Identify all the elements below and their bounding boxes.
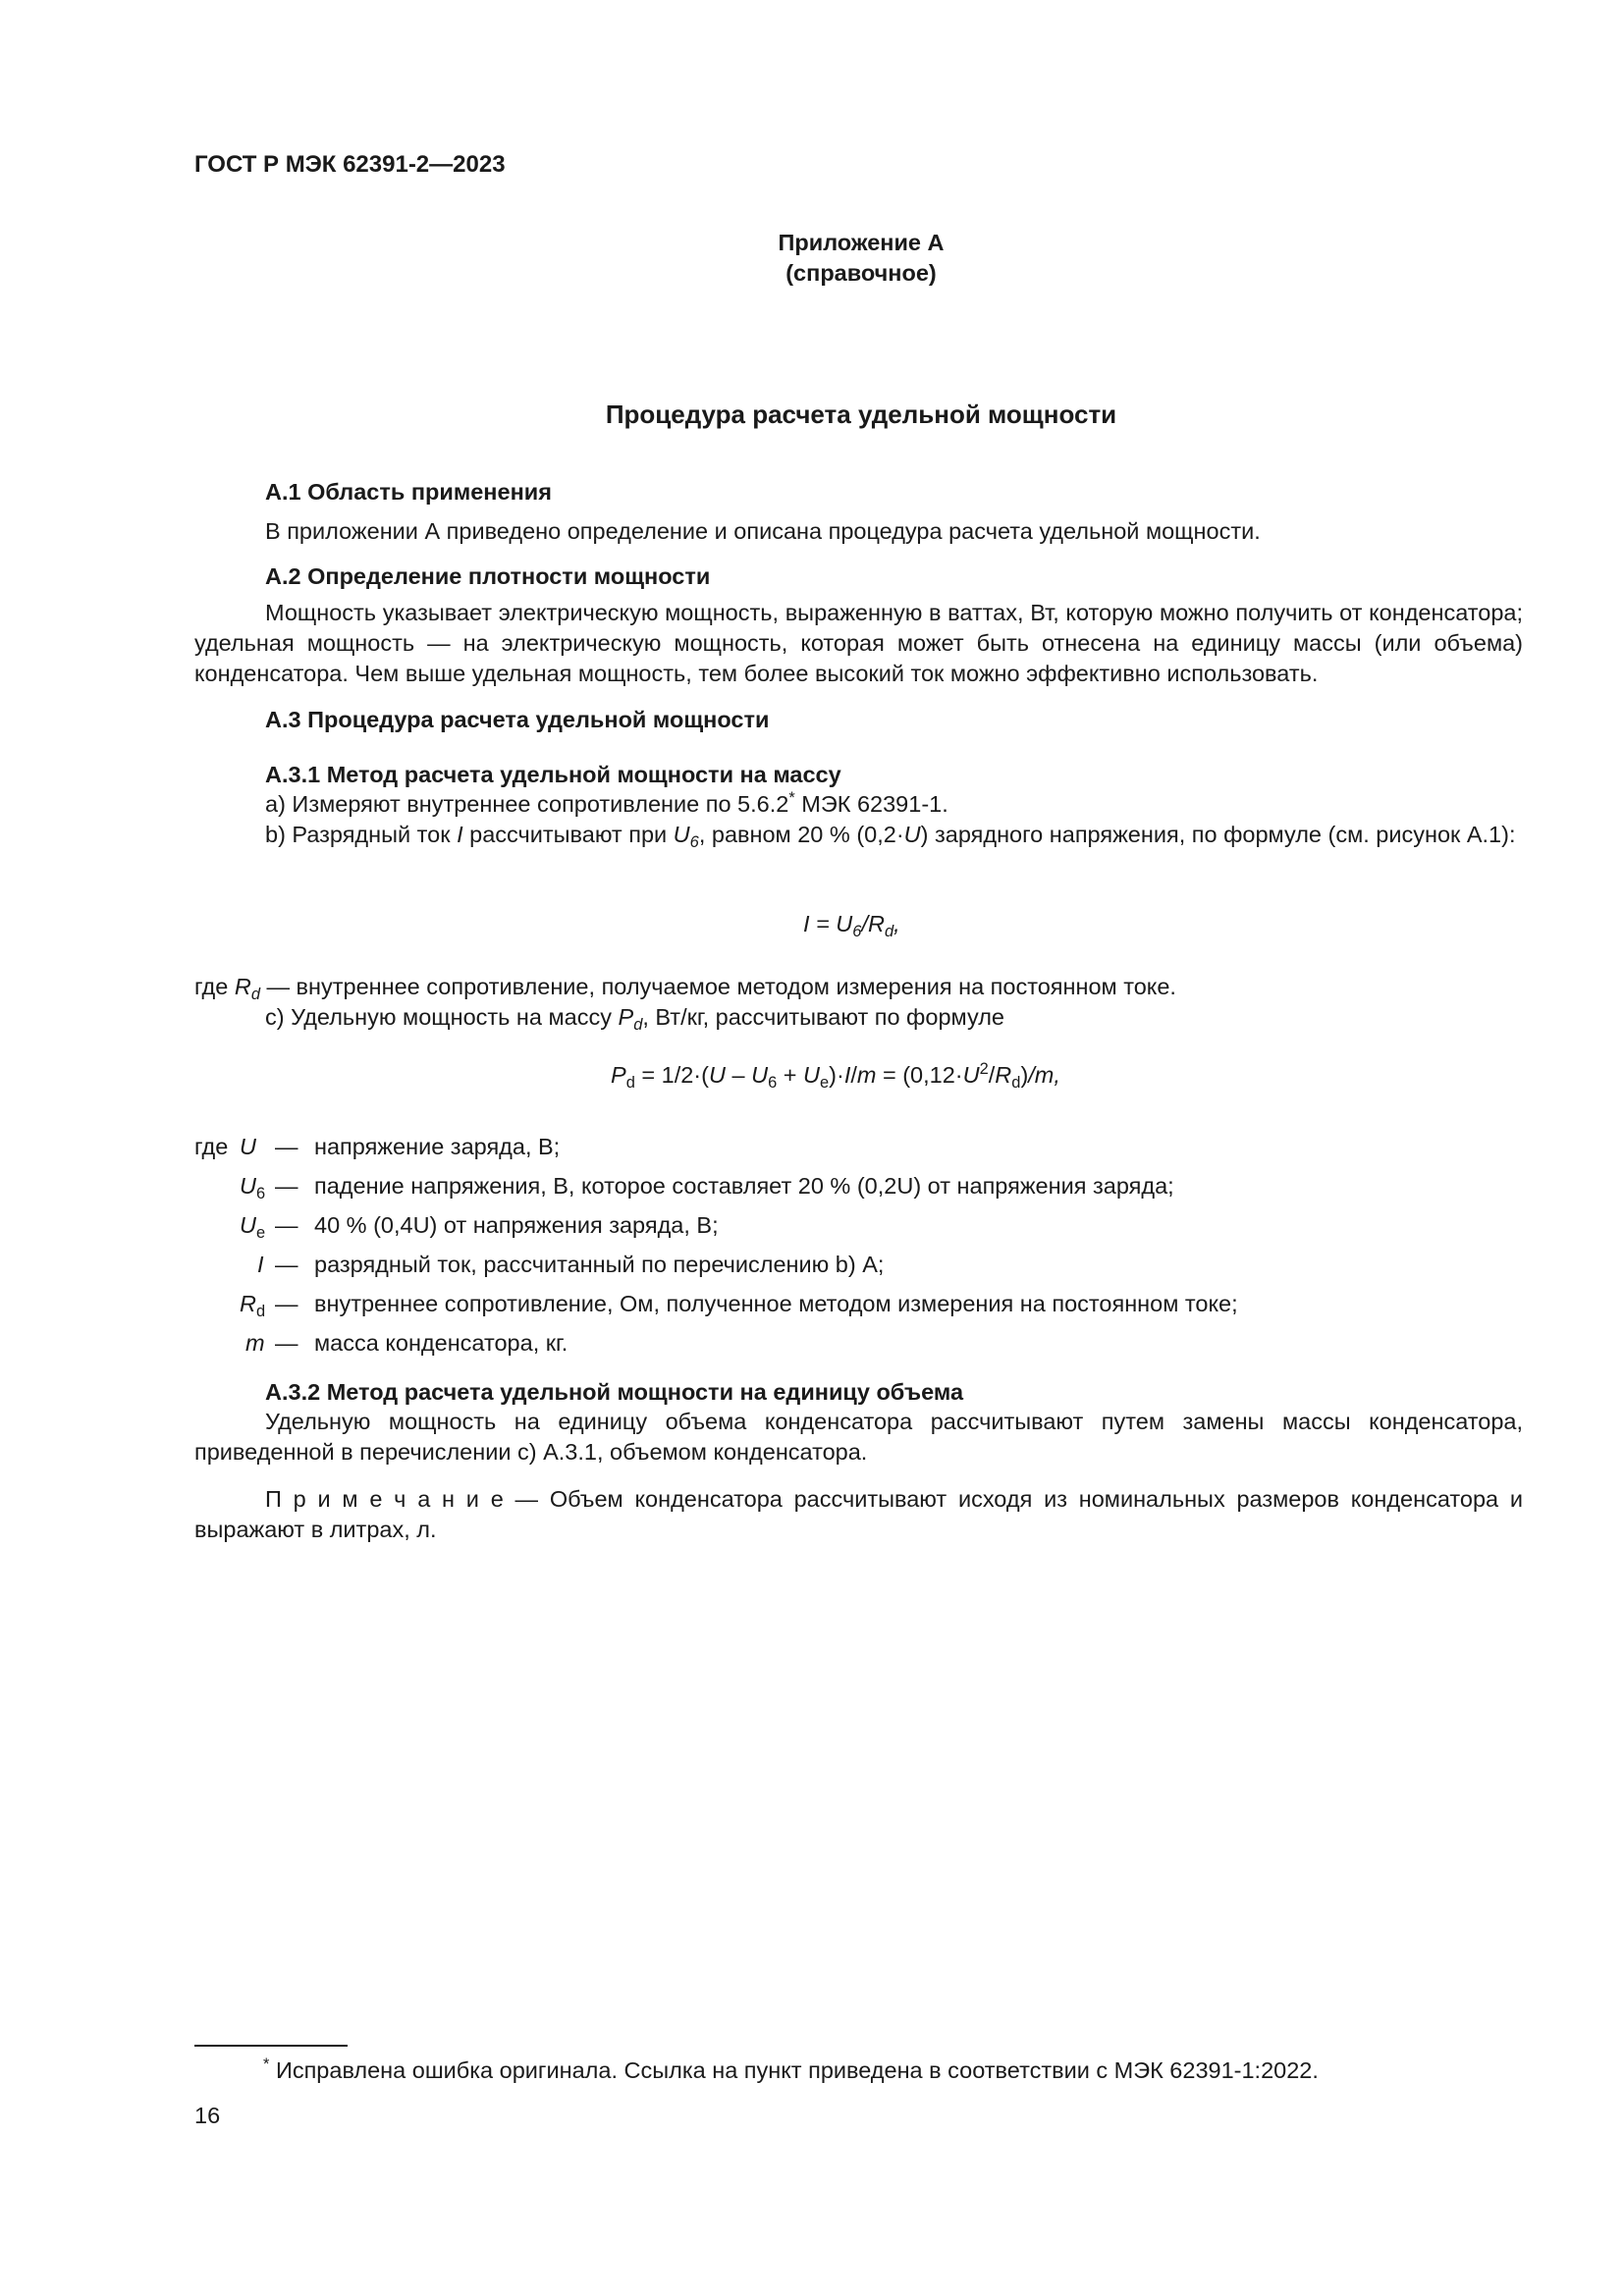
note (194, 1484, 1523, 1545)
definition-text: масса конденсатора, кг. (314, 1330, 568, 1356)
definition-dash: — (275, 1212, 298, 1238)
page-number: 16 (194, 2103, 221, 2128)
item-b (194, 820, 1523, 850)
definition-text: разрядный ток, рассчитанный по перечислению b) А; (314, 1252, 885, 1277)
definition-text: 40 % (0,4U) от напряжения заряда, В; (314, 1212, 719, 1238)
section-a1-text: В приложении А приведено определение и описана процедура расчета удельной мощности. (265, 518, 1261, 544)
note-text: Объем конденсатора рассчитывают исходя из номинальных размеров конденсатора и выражают в литрах, л. (194, 1486, 1524, 1542)
definition-prefix: где (194, 1134, 229, 1159)
definition-dash: — (275, 1252, 298, 1277)
definition-symbol: $U_e$ (240, 1212, 266, 1242)
note-dash: — (514, 1486, 539, 1512)
item-c-part1: с) Удельную мощность на массу (265, 1004, 612, 1030)
symbol-Pd: $P_d$ (618, 1004, 643, 1034)
definition-text: внутреннее сопротивление, Ом, полученное методом измерения на постоянном токе; (314, 1291, 1238, 1316)
where-label: где (194, 974, 229, 999)
definition-text: падение напряжения, В, которое составляет 20 % (0,2U) от напряжения заряда; (314, 1173, 1174, 1199)
definition-dash: — (275, 1330, 298, 1356)
section-a3-heading: А.3 Процедура расчета удельной мощности (265, 707, 770, 732)
formula-current: $I = U_6/R_d$, (803, 911, 900, 940)
item-c-part2: , Вт/кг, рассчитывают по формуле (642, 1004, 1004, 1030)
definition-symbol: m (245, 1330, 265, 1356)
annex-status: (справочное) (785, 260, 937, 286)
item-c (265, 1002, 1004, 1033)
item-a-ref: МЭК 62391-1. (801, 791, 948, 817)
where-rd-line (194, 972, 1176, 1002)
note-label: П р и м е ч а н и е (265, 1486, 504, 1512)
section-a2-heading: А.2 Определение плотности мощности (265, 563, 711, 589)
section-a31-heading: А.3.1 Метод расчета удельной мощности на массу (265, 762, 841, 787)
definition-symbol: $R_d$ (240, 1291, 266, 1320)
section-a1-heading: А.1 Область применения (265, 479, 552, 505)
footnote-mark: * (788, 788, 795, 807)
formula-power-density: $P_d = 1/2\cdot(U - U_6 + U_e)\cdot I/m = (0,12\cdot U^2/R_d)/m$, (611, 1059, 1060, 1092)
symbol-Rd: $R_d$ (234, 974, 260, 1003)
footnote-separator (194, 2045, 348, 2047)
definition-dash: — (275, 1291, 298, 1316)
definition-dash: — (275, 1134, 298, 1159)
footnote-marker: * (263, 2055, 270, 2073)
item-b-part1: b) Разрядный ток (265, 822, 451, 847)
item-b-part2: рассчитывают при (469, 822, 668, 847)
section-a32-text: Удельную мощность на единицу объема конденсатора рассчитывают путем замены массы конденсатора, приведенной в перечислении с) А.3.1, объемом конденсатора. (194, 1409, 1523, 1465)
footnote (263, 2056, 1319, 2086)
footnote-text: Исправлена ошибка оригинала. Ссылка на пункт приведена в соответствии с МЭК 62391-1:2022. (275, 2057, 1319, 2083)
section-a2-text: Мощность указывает электрическую мощность, выраженную в ваттах, Вт, которую можно получить от конденсатора; удельная мощность — на электрическую мощность, которая может быть отнесена на единицу массы (или объема) конденсатора. Чем выше удельная мощность, тем более высокий ток можно эффективно использовать. (194, 600, 1523, 686)
definition-symbol: $U_6$ (240, 1173, 266, 1202)
item-b-part4: ) зарядного напряжения, по формуле (см. рисунок А.1): (920, 822, 1516, 847)
where-rd-text: — внутреннее сопротивление, получаемое методом измерения на постоянном токе. (266, 974, 1176, 999)
section-a32-heading: А.3.2 Метод расчета удельной мощности на единицу объема (265, 1379, 964, 1405)
symbol-U6: $U_6$ (673, 822, 699, 851)
definition-dash: — (275, 1173, 298, 1199)
definition-symbol: U (240, 1134, 256, 1159)
item-a (265, 789, 948, 820)
item-b-part3: , равном 20 % (0,2· (698, 822, 904, 847)
definition-text: напряжение заряда, В; (314, 1134, 561, 1159)
item-a-text: а) Измеряют внутреннее сопротивление по 5.6.2 (265, 791, 789, 817)
symbol-I: I (457, 822, 463, 847)
definition-symbol: I (257, 1252, 264, 1277)
main-title: Процедура расчета удельной мощности (605, 400, 1117, 429)
symbol-U: U (903, 822, 921, 847)
document-code: ГОСТ Р МЭК 62391-2—2023 (194, 151, 506, 178)
annex-title: Приложение А (778, 230, 945, 255)
